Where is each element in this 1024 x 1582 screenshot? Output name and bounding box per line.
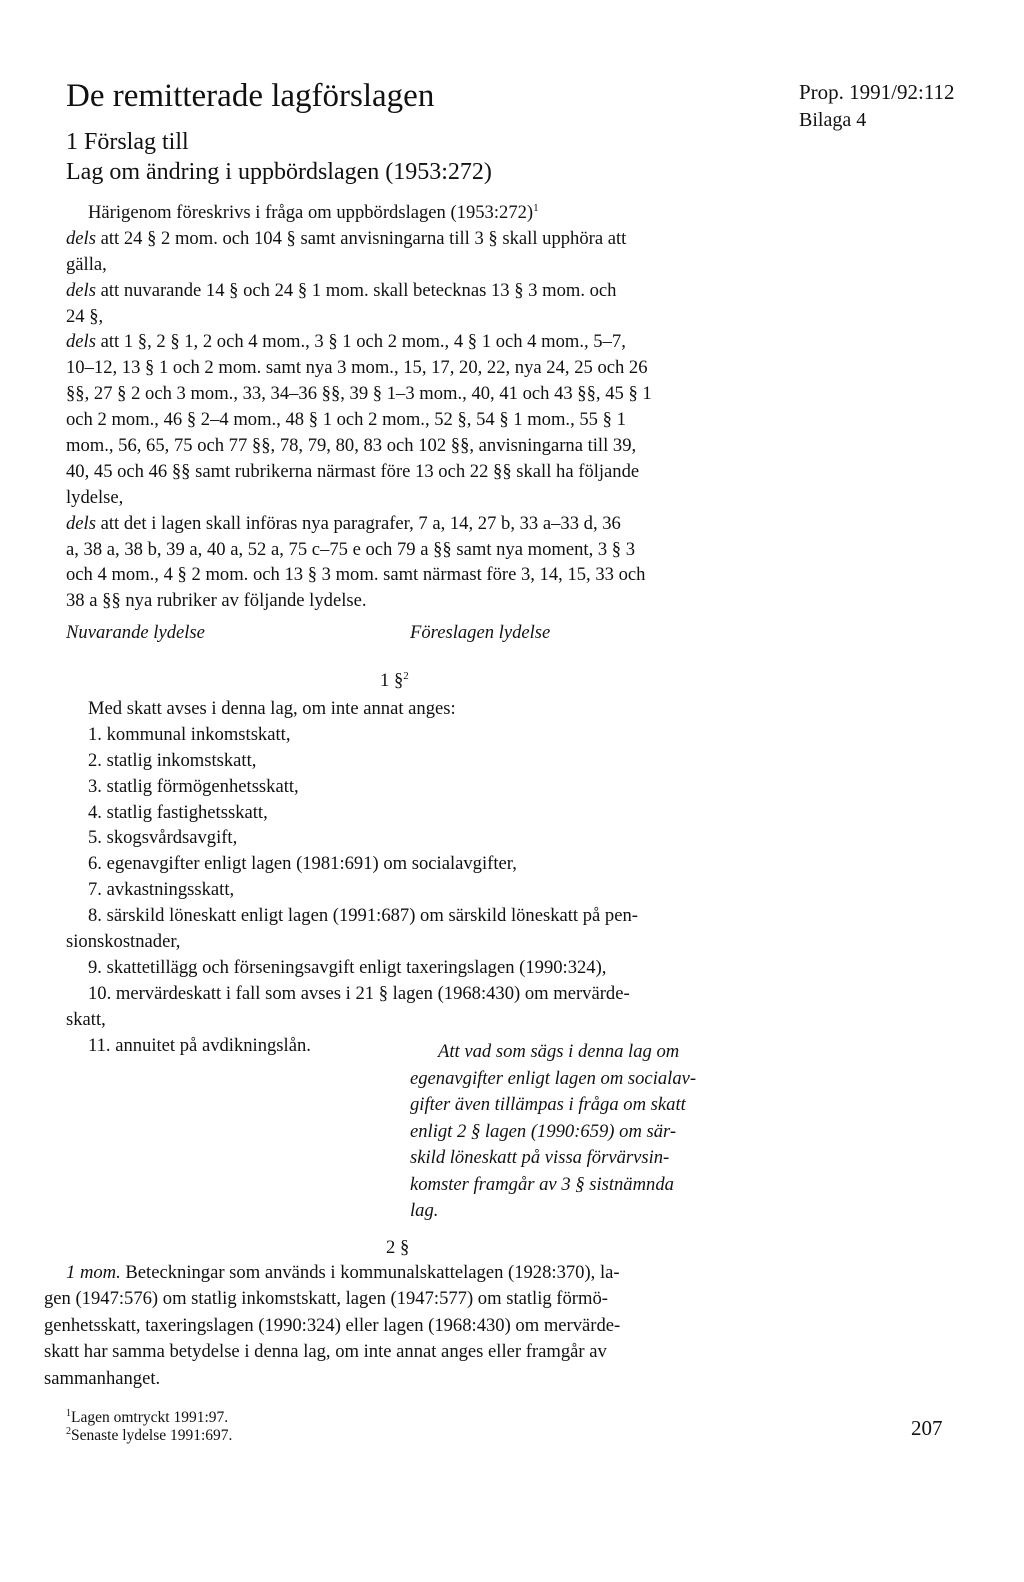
section-2-line: skatt har samma betydelse i denna lag, om inte annat anges eller framgår av bbox=[44, 1341, 607, 1363]
intro-line: gälla, bbox=[66, 253, 107, 275]
section-number: 1 § bbox=[380, 670, 404, 691]
proposed-wording bbox=[410, 1039, 697, 1225]
intro-line: lydelse, bbox=[66, 486, 124, 508]
section-2-text: Beteckningar som används i kommunalskattelagen (1928:370), la- bbox=[120, 1262, 620, 1283]
footnote-mark: 2 bbox=[66, 1426, 71, 1437]
list-item: 2. statlig inkomstskatt, bbox=[88, 749, 257, 771]
intro-line: mom., 56, 65, 75 och 77 §§, 78, 79, 80, 83 och 102 §§, anvisningarna till 39, bbox=[66, 435, 637, 457]
intro-text: att 1 §, 2 § 1, 2 och 4 mom., 3 § 1 och 2 mom., 4 § 1 och 4 mom., 5–7, bbox=[95, 331, 626, 353]
footnote-ref: 2 bbox=[403, 670, 409, 682]
section-2-line bbox=[66, 1260, 620, 1286]
prop-reference: Prop. 1991/92:112 bbox=[799, 80, 955, 104]
law-title: Lag om ändring i uppbördslagen (1953:272) bbox=[66, 159, 492, 185]
intro-line bbox=[66, 226, 652, 252]
section-heading: 2 § bbox=[386, 1237, 410, 1258]
mom-label: 1 mom. bbox=[66, 1262, 121, 1283]
list-item-continued: sionskostnader, bbox=[66, 931, 181, 953]
section-2-line: gen (1947:576) om statlig inkomstskatt, lagen (1947:577) om statlig förmö- bbox=[44, 1288, 608, 1310]
proposed-line: egenavgifter enligt lagen om socialav- bbox=[410, 1067, 697, 1089]
list-item: 3. statlig förmögenhetsskatt, bbox=[88, 775, 299, 797]
page-title: De remitterade lagförslagen bbox=[66, 78, 435, 114]
proposal-number: 1 Förslag till bbox=[66, 129, 189, 155]
list-item: 9. skattetillägg och förseningsavgift enligt taxeringslagen (1990:324), bbox=[88, 956, 607, 978]
intro-text: att 24 § 2 mom. och 104 § samt anvisningarna till 3 § skall upphöra att bbox=[95, 227, 627, 249]
intro-line: 38 a §§ nya rubriker av följande lydelse. bbox=[66, 590, 367, 612]
footnote bbox=[66, 1408, 228, 1427]
section-2-line: genhetsskatt, taxeringslagen (1990:324) eller lagen (1968:430) om mervärde- bbox=[44, 1314, 621, 1336]
intro-paragraph bbox=[66, 200, 652, 614]
list-item: 8. särskild löneskatt enligt lagen (1991:687) om särskild löneskatt på pen- bbox=[88, 905, 638, 927]
intro-line: 24 §, bbox=[66, 305, 104, 327]
proposed-line: Att vad som sägs i denna lag om bbox=[438, 1041, 680, 1062]
footnote-text: Lagen omtryckt 1991:97. bbox=[71, 1409, 229, 1426]
intro-line: §§, 27 § 2 och 3 mom., 33, 34–36 §§, 39 § 1–3 mom., 40, 41 och 43 §§, 45 § 1 bbox=[66, 383, 652, 405]
list-item: 11. annuitet på avdikningslån. bbox=[88, 1034, 311, 1056]
footnote-mark: 1 bbox=[66, 1408, 71, 1419]
list-item: 7. avkastningsskatt, bbox=[88, 879, 235, 901]
list-item: 10. mervärdeskatt i fall som avses i 21 § lagen (1968:430) om mervärde- bbox=[88, 982, 630, 1004]
dels-label: dels bbox=[66, 279, 96, 301]
page-number: 207 bbox=[911, 1416, 943, 1440]
section-2-line: sammanhanget. bbox=[44, 1367, 161, 1389]
intro-line bbox=[66, 278, 652, 304]
intro-line: och 2 mom., 46 § 2–4 mom., 48 § 1 och 2 mom., 52 §, 54 § 1 mom., 55 § 1 bbox=[66, 409, 626, 431]
intro-line bbox=[66, 511, 652, 537]
intro-text: att det i lagen skall införas nya paragrafer, 7 a, 14, 27 b, 33 a–33 d, 36 bbox=[95, 512, 621, 534]
proposed-line: lag. bbox=[410, 1200, 439, 1221]
intro-line bbox=[66, 329, 652, 355]
bilaga-label: Bilaga 4 bbox=[799, 109, 867, 131]
column-heading-proposed: Föreslagen lydelse bbox=[410, 622, 551, 643]
intro-line bbox=[88, 200, 652, 226]
intro-line: 40, 45 och 46 §§ samt rubrikerna närmast före 13 och 22 §§ skall ha följande bbox=[66, 460, 640, 482]
intro-text: att nuvarande 14 § och 24 § 1 mom. skall betecknas 13 § 3 mom. och bbox=[95, 279, 617, 301]
dels-label: dels bbox=[66, 331, 96, 353]
intro-line: 10–12, 13 § 1 och 2 mom. samt nya 3 mom., 15, 17, 20, 22, nya 24, 25 och 26 bbox=[66, 357, 648, 379]
proposed-line: komster framgår av 3 § sistnämnda bbox=[410, 1173, 674, 1195]
intro-text: Härigenom föreskrivs i fråga om uppbördslagen (1953:272) bbox=[88, 202, 534, 223]
list-item: 5. skogsvårdsavgift, bbox=[88, 827, 238, 849]
footnote-ref: 1 bbox=[533, 202, 539, 214]
section-lead: Med skatt avses i denna lag, om inte annat anges: bbox=[88, 698, 456, 719]
section-heading bbox=[380, 670, 409, 692]
proposed-line: gifter även tillämpas i fråga om skatt bbox=[410, 1094, 686, 1115]
dels-label: dels bbox=[66, 512, 96, 534]
intro-line: och 4 mom., 4 § 2 mom. och 13 § 3 mom. samt närmast före 3, 14, 15, 33 och bbox=[66, 564, 646, 586]
list-item-continued: skatt, bbox=[66, 1008, 106, 1030]
list-item: 6. egenavgifter enligt lagen (1981:691) om socialavgifter, bbox=[88, 853, 517, 875]
footnote-text: Senaste lydelse 1991:697. bbox=[71, 1427, 233, 1444]
section-2-body bbox=[44, 1260, 621, 1392]
intro-line: a, 38 a, 38 b, 39 a, 40 a, 52 a, 75 c–75 e och 79 a §§ samt nya moment, 3 § 3 bbox=[66, 538, 636, 560]
proposed-line: skild löneskatt på vissa förvärvsin- bbox=[410, 1147, 670, 1168]
dels-label: dels bbox=[66, 227, 96, 249]
list-item: 1. kommunal inkomstskatt, bbox=[88, 723, 291, 745]
proposed-line: enligt 2 § lagen (1990:659) om sär- bbox=[410, 1120, 677, 1142]
column-heading-current: Nuvarande lydelse bbox=[66, 622, 205, 643]
footnote bbox=[66, 1426, 232, 1445]
list-item: 4. statlig fastighetsskatt, bbox=[88, 801, 268, 823]
section-1-body bbox=[66, 696, 638, 1058]
